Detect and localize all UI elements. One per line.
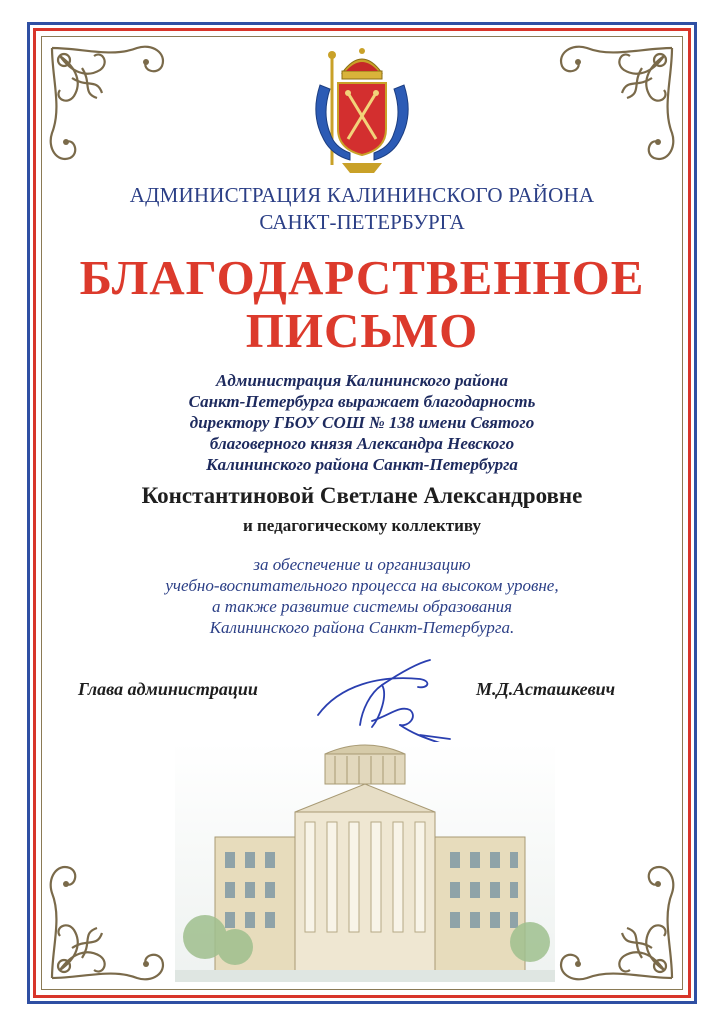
reason-line: а также развитие системы образования <box>211 597 513 616</box>
corner-ornament-icon <box>42 38 192 188</box>
corner-ornament-icon <box>42 838 192 988</box>
intro-line: Санкт-Петербурга выражает благодарность <box>188 392 536 411</box>
intro-line: благоверного князя Александра Невского <box>209 434 515 453</box>
organization-city: САНКТ-ПЕТЕРБУРГА <box>259 210 465 234</box>
intro-line: директору ГБОУ СОШ № 138 имени Святого <box>189 413 535 432</box>
coat-of-arms-icon <box>302 45 422 175</box>
handwritten-signature <box>300 655 460 755</box>
reason-paragraph <box>60 554 664 638</box>
intro-paragraph <box>60 370 664 475</box>
document-title-line2: ПИСЬМО <box>245 303 479 358</box>
reason-line: за обеспечение и организацию <box>253 555 471 574</box>
building-illustration <box>175 742 555 982</box>
signatory-position: Глава администрации <box>78 679 258 699</box>
corner-ornament-icon <box>532 38 682 188</box>
reason-line: учебно-воспитательного процесса на высоком уровне, <box>165 576 559 595</box>
organization-name: АДМИНИСТРАЦИЯ КАЛИНИНСКОГО РАЙОНА <box>129 183 595 207</box>
signatory-name: М.Д.Асташкевич <box>476 679 616 699</box>
reason-line: Калининского района Санкт-Петербурга. <box>209 618 515 637</box>
recipient-collective: и педагогическому коллективу <box>242 516 482 535</box>
document-title-line1: БЛАГОДАРСТВЕННОЕ <box>79 250 645 305</box>
recipient-name: Константиновой Светлане Александровне <box>141 483 583 508</box>
intro-line: Калининского района Санкт-Петербурга <box>206 455 518 474</box>
intro-line: Администрация Калининского района <box>216 371 508 390</box>
